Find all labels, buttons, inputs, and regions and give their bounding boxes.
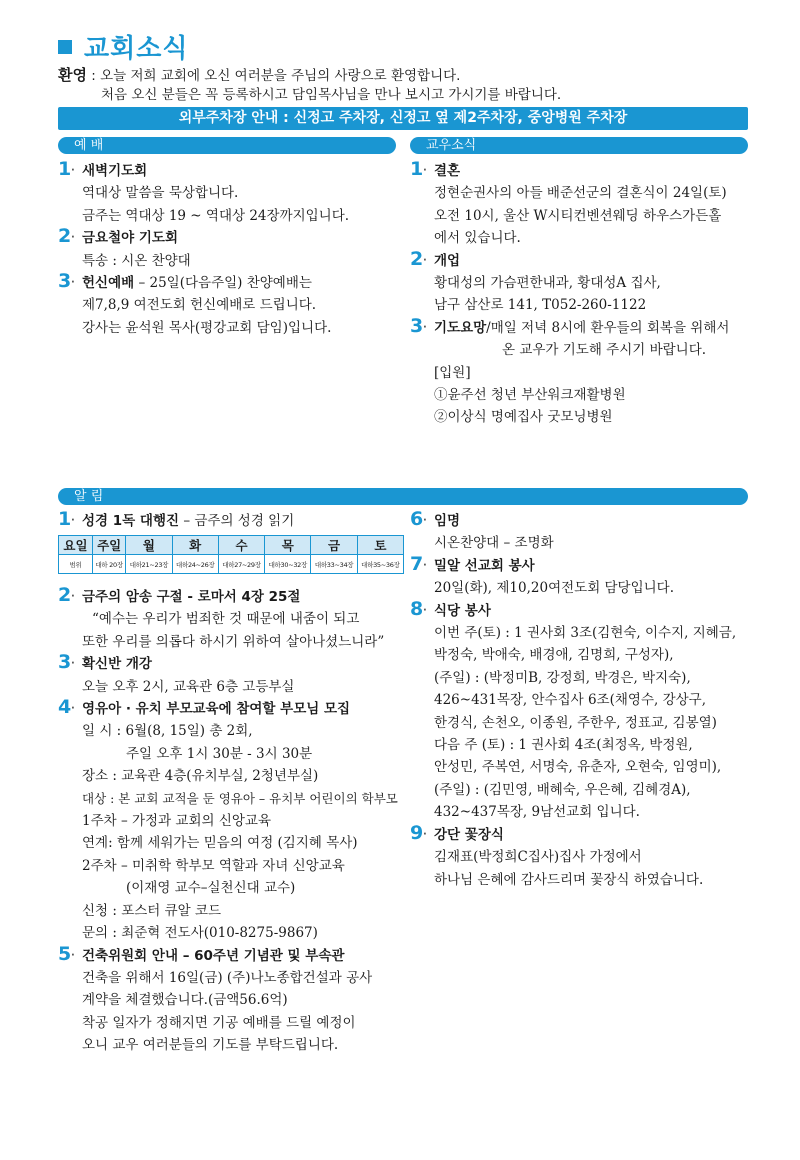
welcome-label: 환영 [58, 66, 87, 84]
body-line: 신청 : 포스터 큐알 코드 [82, 902, 222, 919]
worship-column [58, 160, 403, 339]
table-cell: 주일 [93, 536, 126, 555]
item-title-text: 헌신예배 [82, 275, 135, 292]
item-number: 8 [410, 597, 424, 620]
table-row [59, 555, 404, 574]
body-line: 주일 오후 1시 30분 - 3시 30분 [126, 745, 313, 762]
body-line: 건축을 위해서 16일(금) (주)나노종합건설과 공사 [82, 969, 373, 986]
item-number: 2 [410, 247, 424, 270]
item-title-text: 확신반 개강 [82, 656, 152, 673]
body-line: 에서 있습니다. [434, 230, 521, 247]
welcome-block [58, 66, 561, 105]
item-number: 1 [58, 508, 72, 530]
item-title-text: 영유아 · 유치 부모교육에 참여할 부모님 모집 [82, 701, 351, 718]
body-line: 또한 우리를 의롭다 하시기 위하여 살아나셨느니라” [82, 633, 385, 650]
dot-icon: · [71, 165, 75, 176]
table-cell: 토 [357, 536, 403, 555]
body-line: 426~431목장, 안수집사 6조(채영수, 강상구, [434, 692, 706, 709]
item-title-text: 금요철야 기도회 [82, 230, 178, 247]
item-title-text: 성경 1독 대행진 [82, 513, 180, 529]
dot-icon: · [71, 591, 75, 602]
body-line: 안성민, 주복연, 서명숙, 유춘자, 오현숙, 임영미), [434, 759, 722, 776]
body-line: 1주차 – 가정과 교회의 신앙교육 [82, 813, 271, 830]
body-line: (주일) : (박정미B, 강정희, 박경은, 박지숙), [434, 669, 691, 686]
item-title-text: 금주의 암송 구절 [82, 589, 183, 605]
table-cell: 대하35~36장 [357, 555, 403, 574]
dot-icon: · [423, 828, 427, 840]
section-header-worship: 예 배 [58, 137, 396, 154]
item-number: 1 [58, 158, 72, 180]
table-cell: 범위 [59, 555, 93, 574]
body-line: 문의 : 최준혁 전도사(010-8275-9867) [82, 925, 318, 942]
worship-item-2-title [58, 227, 403, 249]
page-title-text: 교회소식 [84, 34, 189, 64]
body-line: 2주차 – 미취학 학부모 역할과 자녀 신앙교육 [82, 857, 345, 874]
body-line: “예수는 우리가 범죄한 것 때문에 내줌이 되고 [92, 611, 360, 628]
item-title-text: 결혼 [434, 163, 461, 179]
item-title-rest: /매일 저녁 8시에 환우들의 회복을 위해서 [486, 319, 730, 336]
item-number: 2 [58, 225, 72, 248]
item-title-text: 강단 꽃장식 [434, 826, 504, 843]
item-title-rest: – 금주의 성경 읽기 [179, 513, 295, 529]
dot-icon: · [423, 515, 427, 526]
body-line: 박정숙, 박애숙, 배경애, 김명희, 구성자), [434, 647, 674, 664]
body-line: 오니 교우 여러분들의 기도를 부탁드립니다. [82, 1037, 339, 1054]
item-number: 9 [410, 821, 424, 844]
dot-icon: · [423, 165, 427, 176]
body-line: (주일) : (김민영, 배혜숙, 우은혜, 김혜경A), [434, 781, 691, 798]
title-square-icon [58, 40, 72, 54]
notices-item-4-title [58, 698, 408, 720]
welcome-line-2: 처음 오신 분들은 꼭 등록하시고 담임목사님을 만나 보시고 가시기를 바랍니다. [101, 87, 562, 103]
body-line: 제7,8,9 여전도회 헌신예배로 드립니다. [82, 297, 317, 314]
body-line: 계약을 체결했습니다.(금액56.6억) [82, 992, 288, 1009]
table-cell: 대하30~32장 [265, 555, 311, 574]
notices-item-7-title [410, 552, 755, 577]
body-line: 특송 : 시온 찬양대 [82, 252, 191, 269]
section-header-notices: 알 림 [58, 488, 748, 505]
welcome-text-1: : 오늘 저희 교회에 오신 여러분을 주님의 사랑으로 환영합니다. [86, 68, 461, 84]
table-cell: 요일 [59, 536, 93, 555]
item-title-text: 밀알 선교회 봉사 [434, 557, 535, 574]
item-number: 7 [410, 552, 424, 575]
notices-item-6-title [410, 510, 755, 532]
body-line: 정현순권사의 아들 배준선군의 결혼식이 24일(토) [434, 185, 727, 202]
table-cell: 목 [265, 536, 311, 555]
table-cell: 월 [126, 536, 172, 555]
hospital-label: [입원] [434, 364, 471, 381]
notices-item-5-title [58, 942, 408, 967]
body-line: 강사는 윤석원 목사(평강교회 담임)입니다. [82, 319, 332, 336]
body-line: 시온찬양대 – 조명화 [434, 535, 554, 552]
item-title-text: 개업 [434, 252, 461, 269]
notices-right-column [410, 510, 755, 891]
table-cell: 수 [218, 536, 264, 555]
item-title-text: 건축위원회 안내 [82, 947, 178, 964]
hospital-entry: ①윤주선 청년 부산워크재활병원 [434, 387, 626, 404]
body-line: 한경식, 손천오, 이종원, 주한우, 정표교, 김봉열) [434, 714, 717, 731]
body-line: 432~437목장, 9남선교회 입니다. [434, 804, 640, 821]
item-number: 6 [410, 508, 424, 530]
table-cell: 대하33~34장 [311, 555, 357, 574]
body-line: 다음 주 (토) : 1 권사회 4조(최정옥, 박정원, [434, 737, 693, 754]
item-title-rest: – 60주년 기념관 및 부속관 [178, 947, 345, 964]
dot-icon: · [71, 232, 75, 244]
item-number: 1 [410, 158, 424, 180]
dot-icon: · [71, 658, 75, 670]
item-title-text: 식당 봉사 [434, 602, 491, 619]
members-item-2-title [410, 247, 755, 272]
dot-icon: · [71, 703, 75, 715]
body-line: 20일(화), 제10,20여전도회 담당입니다. [434, 580, 675, 597]
body-line: 오늘 오후 2시, 교육관 6층 고등부실 [82, 678, 295, 695]
body-line: 연계: 함께 세워가는 믿음의 여정 (김지혜 목사) [82, 835, 358, 852]
worship-item-1-title [58, 160, 403, 182]
dot-icon: · [423, 604, 427, 616]
section-header-members: 교우소식 [410, 137, 748, 154]
body-line: 온 교우가 기도해 주시기 바랍니다. [502, 342, 707, 359]
dot-icon: · [71, 949, 75, 961]
body-line: 남구 삼산로 141, T052-260-1122 [434, 297, 647, 314]
members-column [410, 160, 755, 429]
page-title [58, 28, 188, 65]
table-cell: 대하27~29장 [218, 555, 264, 574]
worship-item-3-title [58, 272, 403, 294]
table-row [59, 536, 404, 555]
body-line: 오전 10시, 울산 W시티컨벤션웨딩 하우스가든홀 [434, 207, 722, 224]
item-number: 3 [58, 651, 72, 674]
notices-item-2-title [58, 586, 408, 608]
notices-item-1-title [58, 510, 408, 532]
item-title-text: 기도요망 [434, 319, 487, 336]
members-item-1-title [410, 160, 755, 182]
body-line: 장소 : 교육관 4층(유치부실, 2청년부실) [82, 768, 319, 785]
notices-item-3-title [58, 653, 408, 675]
body-line: 황대성의 가슴편한내과, 황대성A 집사, [434, 275, 661, 292]
notices-item-8-title [410, 597, 755, 622]
body-line: 김재표(박정희C집사)집사 가정에서 [434, 849, 642, 866]
notices-item-1 [58, 510, 408, 532]
table-cell: 금 [311, 536, 357, 555]
item-number: 5 [58, 942, 72, 965]
dot-icon: · [423, 559, 427, 571]
dot-icon: · [423, 321, 427, 333]
item-title-text: 임명 [434, 513, 461, 529]
notices-item-9-title [410, 821, 755, 846]
body-line: 착공 일자가 정해지면 기공 예배를 드릴 예정이 [82, 1014, 356, 1031]
item-number: 2 [58, 584, 72, 606]
dot-icon: · [423, 254, 427, 266]
item-title-rest: – 25일(다음주일) 찬양예배는 [134, 275, 312, 292]
body-line: 대상 : 본 교회 교적을 둔 영유아 – 유치부 어린이의 학부모 [82, 790, 398, 806]
item-title-rest: - 로마서 4장 25절 [182, 589, 301, 605]
item-number: 4 [58, 696, 72, 719]
table-cell: 대하 20장 [93, 555, 126, 574]
body-line: 역대상 말씀을 묵상합니다. [82, 185, 239, 202]
body-line: (이재영 교수–실천신대 교수) [126, 880, 296, 897]
bible-reading-table [58, 535, 404, 574]
dot-icon: · [71, 277, 75, 289]
item-number: 3 [410, 314, 424, 337]
dot-icon: · [71, 515, 75, 526]
table-cell: 대하24~26장 [172, 555, 218, 574]
item-number: 3 [58, 270, 72, 293]
body-line: 일 시 : 6월(8, 15일) 총 2회, [82, 723, 253, 740]
hospital-entry: ②이상식 명예집사 굿모닝병원 [434, 409, 613, 426]
body-line: 하나님 은혜에 감사드리며 꽃장식 하였습니다. [434, 871, 704, 888]
parking-banner: 외부주차장 안내 : 신정고 주차장, 신정고 옆 제2주차장, 중앙병원 주차장 [58, 107, 748, 130]
members-item-3-title [410, 314, 755, 339]
body-line: 금주는 역대상 19 ~ 역대상 24장까지입니다. [82, 207, 350, 224]
table-cell: 대하21~23장 [126, 555, 172, 574]
notices-left-column [58, 586, 408, 1057]
welcome-line-1 [58, 66, 561, 86]
table-cell: 화 [172, 536, 218, 555]
item-title-text: 새벽기도회 [82, 163, 148, 179]
body-line: 이번 주(토) : 1 권사회 3조(김현숙, 이수지, 지혜금, [434, 625, 737, 642]
